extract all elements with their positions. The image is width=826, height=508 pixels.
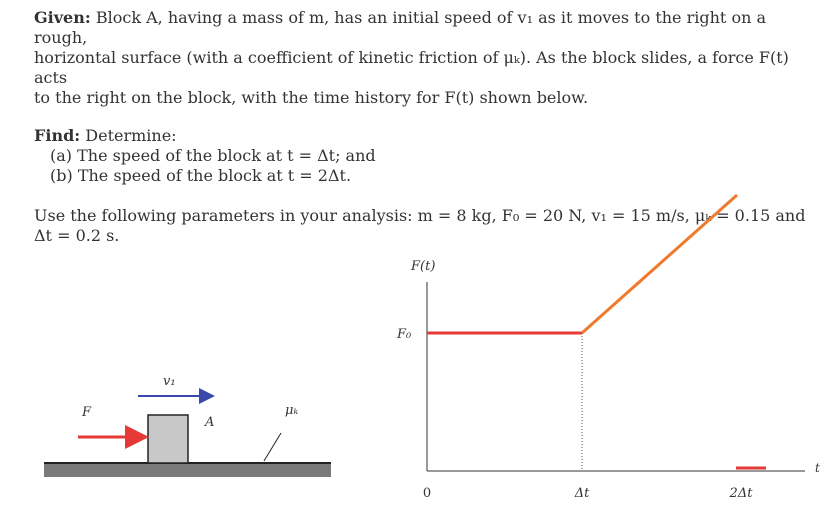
ground-surface [44,463,331,477]
force-time-chart [396,195,820,501]
x-axis-label: t [815,461,820,475]
block-a [148,415,188,463]
y-tick-label-f0: F₀ [397,327,412,342]
given-text-line2: horizontal surface (with a coefficient of kinetic friction of μₖ). As the block slides, a force F(t) acts [34,48,789,87]
x-tick-label-0: 0 [422,486,432,501]
find-part-b: (b) The speed of the block at t = 2Δt. [50,166,352,185]
block-diagram [44,374,331,477]
find-intro: Determine: [85,126,177,145]
friction-label: μₖ [285,403,299,418]
series-ramp-line [582,195,737,333]
y-axis-label: F(t) [411,259,436,274]
given-text-line1: Block A, having a mass of m, has an initial speed of v₁ as it moves to the right on a rough, [34,8,766,47]
x-tick-label-dt: Δt [574,486,590,501]
friction-pointer [264,433,281,461]
given-text-line3: to the right on the block, with the time history for F(t) shown below. [34,88,589,107]
find-label: Find: [34,126,81,145]
find-part-a: (a) The speed of the block at t = Δt; and [50,146,376,165]
parameters-line2: Δt = 0.2 s. [34,226,120,245]
block-label: A [205,415,215,430]
velocity-label: v₁ [163,374,176,389]
given-label: Given: [34,8,91,27]
parameters-line1: Use the following parameters in your analysis: m = 8 kg, F₀ = 20 N, v₁ = 15 m/s, μₖ = 0.15 and [34,206,806,225]
x-tick-label-2dt: 2Δt [729,486,753,501]
force-label: F [82,405,92,420]
